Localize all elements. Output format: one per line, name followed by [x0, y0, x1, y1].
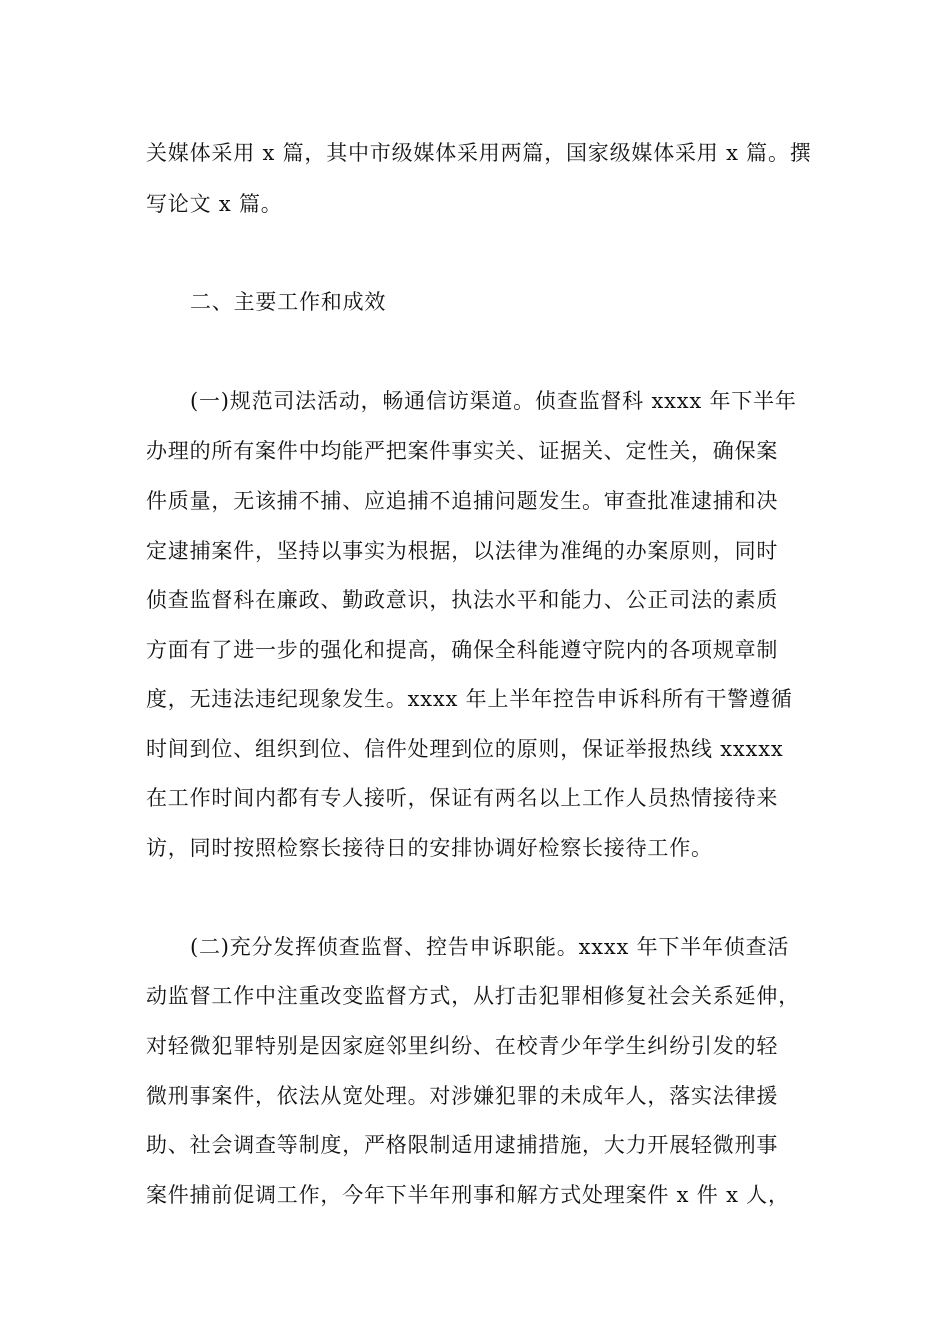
para2-line-5: 助、社会调查等制度，严格限制适用逮捕措施，大力开展轻微刑事: [146, 1133, 779, 1157]
para1-line-10: 访，同时按照检察长接待日的安排协调好检察长接待工作。: [146, 836, 713, 860]
para2-line-6: 案件捕前促调工作，今年下半年刑事和解方式处理案件 x 件 x 人，: [146, 1183, 790, 1207]
para1-line-9: 在工作时间内都有专人接听，保证有两名以上工作人员热情接待来: [146, 786, 779, 810]
para1-line-5: 侦查监督科在廉政、勤政意识，执法水平和能力、公正司法的素质: [146, 588, 779, 612]
para1-line-8: 时间到位、组织到位、信件处理到位的原则，保证举报热线 xxxxx: [146, 737, 784, 761]
intro-line-1: 关媒体采用 x 篇，其中市级媒体采用两篇，国家级媒体采用 x 篇。撰: [146, 141, 812, 165]
para2-line-4: 微刑事案件，依法从宽处理。对涉嫌犯罪的未成年人，落实法律援: [146, 1084, 779, 1108]
para2-line-3: 对轻微犯罪特别是因家庭邻里纠纷、在校青少年学生纠纷引发的轻: [146, 1034, 779, 1058]
para1-line-1: (一)规范司法活动，畅通信访渠道。侦查监督科 xxxx 年下半年: [190, 389, 797, 413]
para1-line-4: 定逮捕案件，坚持以事实为根据，以法律为准绳的办案原则，同时: [146, 539, 779, 563]
para1-line-3: 件质量，无该捕不捕、应追捕不追捕问题发生。审查批准逮捕和决: [146, 489, 779, 513]
section-heading: 二、主要工作和成效: [190, 290, 387, 314]
intro-line-2: 写论文 x 篇。: [146, 192, 283, 216]
para2-line-1: (二)充分发挥侦查监督、控告申诉职能。xxxx 年下半年侦查活: [190, 935, 790, 959]
para1-line-7: 度，无违法违纪现象发生。xxxx 年上半年控告申诉科所有干警遵循: [146, 687, 793, 711]
para1-line-6: 方面有了进一步的强化和提高，确保全科能遵守院内的各项规章制: [146, 638, 779, 662]
para2-line-2: 动监督工作中注重改变监督方式，从打击犯罪相修复社会关系延伸，: [146, 984, 800, 1008]
para1-line-2: 办理的所有案件中均能严把案件事实关、证据关、定性关，确保案: [146, 439, 779, 463]
